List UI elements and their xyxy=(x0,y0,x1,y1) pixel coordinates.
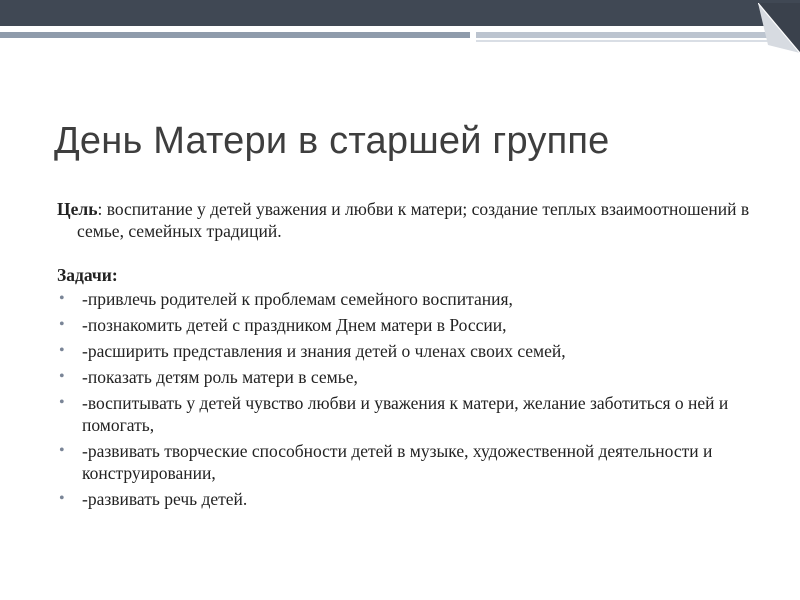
circle-bullet-icon: • xyxy=(59,394,65,411)
goal-label: Цель xyxy=(57,199,98,219)
list-item xyxy=(57,366,757,388)
list-item-text: -показать детям роль матери в семье, xyxy=(82,367,358,387)
corner-fold-decoration xyxy=(758,3,800,53)
slide-title: День Матери в старшей группе xyxy=(54,120,610,162)
list-item-text: -познакомить детей с праздником Днем матери в России, xyxy=(82,315,507,335)
slide-body xyxy=(57,198,757,514)
list-item-text: -развивать творческие способности детей в музыке, художественной деятельности и конструировании, xyxy=(82,441,713,483)
decorative-stripe-thin xyxy=(476,40,800,42)
circle-bullet-icon: • xyxy=(59,290,65,307)
list-item-text: -расширить представления и знания детей о членах своих семей, xyxy=(82,341,566,361)
list-item-text: -привлечь родителей к проблемам семейного воспитания, xyxy=(82,289,513,309)
list-item xyxy=(57,288,757,310)
top-decorative-bar xyxy=(0,0,800,26)
list-item xyxy=(57,314,757,336)
circle-bullet-icon: • xyxy=(59,368,65,385)
tasks-heading: Задачи: xyxy=(57,265,118,285)
tasks-list xyxy=(57,288,757,510)
circle-bullet-icon: • xyxy=(59,442,65,459)
list-item-text: -развивать речь детей. xyxy=(82,489,248,509)
list-item-text: -воспитывать у детей чувство любви и уважения к матери, желание заботиться о ней и помогать, xyxy=(82,393,729,435)
list-item xyxy=(57,392,757,436)
goal-paragraph xyxy=(57,198,757,242)
circle-bullet-icon: • xyxy=(59,342,65,359)
list-item xyxy=(57,440,757,484)
circle-bullet-icon: • xyxy=(59,316,65,333)
goal-text: : воспитание у детей уважения и любви к матери; создание теплых взаимоотношений в семье, семейных традиций. xyxy=(77,199,750,241)
decorative-stripe-left xyxy=(0,32,470,38)
circle-bullet-icon: • xyxy=(59,490,65,507)
list-item xyxy=(57,488,757,510)
decorative-stripe-right xyxy=(476,32,800,38)
list-item xyxy=(57,340,757,362)
